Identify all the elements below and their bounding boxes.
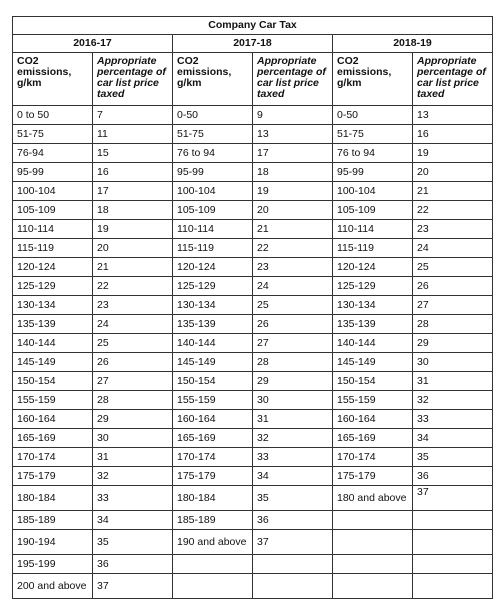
column-header-percentage: Appropriate percentage of car list price taxed xyxy=(93,53,173,106)
co2-band-2018-19: 165-169 xyxy=(333,429,413,448)
year-2018-19: 2018-19 xyxy=(333,35,493,53)
co2-band-2016-17: 190-194 xyxy=(13,530,93,555)
rate-2018-19: 20 xyxy=(413,163,493,182)
co2-band-2016-17: 195-199 xyxy=(13,555,93,574)
rate-2018-19: 25 xyxy=(413,258,493,277)
co2-band-2017-18: 175-179 xyxy=(173,467,253,486)
rate-2017-18: 24 xyxy=(253,277,333,296)
rate-2017-18: 27 xyxy=(253,334,333,353)
co2-band-2018-19: 120-124 xyxy=(333,258,413,277)
rate-2018-19: 37 xyxy=(413,486,493,511)
rate-2018-19: 16 xyxy=(413,125,493,144)
co2-band-2017-18: 155-159 xyxy=(173,391,253,410)
rate-2017-18: 30 xyxy=(253,391,333,410)
rate-2017-18: 17 xyxy=(253,144,333,163)
rate-2017-18: 20 xyxy=(253,201,333,220)
rate-2018-19: 19 xyxy=(413,144,493,163)
co2-band-2018-19: 155-159 xyxy=(333,391,413,410)
co2-band-2018-19: 100-104 xyxy=(333,182,413,201)
rate-2018-19: 22 xyxy=(413,201,493,220)
rate-2017-18: 36 xyxy=(253,511,333,530)
table-title: Company Car Tax xyxy=(13,17,493,35)
co2-band-2017-18: 115-119 xyxy=(173,239,253,258)
rate-2017-18: 13 xyxy=(253,125,333,144)
co2-band-2017-18 xyxy=(173,574,253,599)
rate-2016-17: 31 xyxy=(93,448,173,467)
co2-band-2017-18: 140-144 xyxy=(173,334,253,353)
rate-2017-18 xyxy=(253,574,333,599)
co2-band-2016-17: 140-144 xyxy=(13,334,93,353)
rate-2017-18: 21 xyxy=(253,220,333,239)
co2-band-2017-18: 0-50 xyxy=(173,106,253,125)
column-header-co2: CO2 emissions, g/km xyxy=(333,53,413,106)
rate-2018-19: 35 xyxy=(413,448,493,467)
company-car-tax-document xyxy=(12,16,488,599)
co2-band-2016-17: 185-189 xyxy=(13,511,93,530)
co2-band-2016-17: 160-164 xyxy=(13,410,93,429)
rate-2018-19: 21 xyxy=(413,182,493,201)
rate-2018-19: 24 xyxy=(413,239,493,258)
rate-2016-17: 30 xyxy=(93,429,173,448)
co2-band-2018-19: 95-99 xyxy=(333,163,413,182)
co2-band-2017-18: 125-129 xyxy=(173,277,253,296)
rate-2016-17: 37 xyxy=(93,574,173,599)
rate-2018-19: 30 xyxy=(413,353,493,372)
co2-band-2018-19 xyxy=(333,530,413,555)
rate-2016-17: 23 xyxy=(93,296,173,315)
rate-2017-18: 29 xyxy=(253,372,333,391)
co2-band-2018-19: 145-149 xyxy=(333,353,413,372)
rate-2018-19: 33 xyxy=(413,410,493,429)
rate-2017-18: 18 xyxy=(253,163,333,182)
co2-band-2017-18: 100-104 xyxy=(173,182,253,201)
co2-band-2016-17: 175-179 xyxy=(13,467,93,486)
co2-band-2018-19: 170-174 xyxy=(333,448,413,467)
rate-2017-18: 9 xyxy=(253,106,333,125)
co2-band-2018-19: 110-114 xyxy=(333,220,413,239)
rate-2018-19: 29 xyxy=(413,334,493,353)
rate-2018-19: 36 xyxy=(413,467,493,486)
co2-band-2017-18: 110-114 xyxy=(173,220,253,239)
rate-2018-19: 23 xyxy=(413,220,493,239)
co2-band-2018-19 xyxy=(333,555,413,574)
co2-band-2017-18: 185-189 xyxy=(173,511,253,530)
co2-band-2016-17: 0 to 50 xyxy=(13,106,93,125)
co2-band-2016-17: 76-94 xyxy=(13,144,93,163)
rate-2017-18: 28 xyxy=(253,353,333,372)
rate-2018-19: 26 xyxy=(413,277,493,296)
rate-2017-18 xyxy=(253,555,333,574)
rate-2017-18: 31 xyxy=(253,410,333,429)
rate-2016-17: 24 xyxy=(93,315,173,334)
co2-band-2018-19: 130-134 xyxy=(333,296,413,315)
rate-2017-18: 23 xyxy=(253,258,333,277)
rate-2016-17: 26 xyxy=(93,353,173,372)
rate-2016-17: 33 xyxy=(93,486,173,511)
rate-2018-19 xyxy=(413,555,493,574)
co2-band-2018-19: 150-154 xyxy=(333,372,413,391)
co2-band-2016-17: 165-169 xyxy=(13,429,93,448)
co2-band-2018-19: 76 to 94 xyxy=(333,144,413,163)
co2-band-2016-17: 100-104 xyxy=(13,182,93,201)
rate-2017-18: 37 xyxy=(253,530,333,555)
rate-2018-19 xyxy=(413,574,493,599)
co2-band-2016-17: 155-159 xyxy=(13,391,93,410)
rate-2018-19: 28 xyxy=(413,315,493,334)
co2-band-2018-19: 0-50 xyxy=(333,106,413,125)
co2-band-2016-17: 115-119 xyxy=(13,239,93,258)
co2-band-2018-19: 180 and above xyxy=(333,486,413,511)
co2-band-2016-17: 170-174 xyxy=(13,448,93,467)
column-header-percentage: Appropriate percentage of car list price taxed xyxy=(253,53,333,106)
co2-band-2017-18: 51-75 xyxy=(173,125,253,144)
co2-band-2017-18: 190 and above xyxy=(173,530,253,555)
column-header-co2: CO2 emissions, g/km xyxy=(173,53,253,106)
rate-2017-18: 35 xyxy=(253,486,333,511)
co2-band-2016-17: 130-134 xyxy=(13,296,93,315)
co2-band-2016-17: 150-154 xyxy=(13,372,93,391)
co2-band-2016-17: 51-75 xyxy=(13,125,93,144)
rate-2016-17: 28 xyxy=(93,391,173,410)
co2-band-2016-17: 180-184 xyxy=(13,486,93,511)
rate-2016-17: 32 xyxy=(93,467,173,486)
rate-2017-18: 34 xyxy=(253,467,333,486)
co2-band-2018-19: 160-164 xyxy=(333,410,413,429)
year-2017-18: 2017-18 xyxy=(173,35,333,53)
rate-2017-18: 25 xyxy=(253,296,333,315)
rate-2016-17: 17 xyxy=(93,182,173,201)
co2-band-2017-18 xyxy=(173,555,253,574)
co2-band-2017-18: 135-139 xyxy=(173,315,253,334)
rate-2016-17: 29 xyxy=(93,410,173,429)
co2-band-2017-18: 105-109 xyxy=(173,201,253,220)
co2-band-2018-19: 135-139 xyxy=(333,315,413,334)
column-header-co2: CO2 emissions, g/km xyxy=(13,53,93,106)
co2-band-2018-19: 115-119 xyxy=(333,239,413,258)
rate-2017-18: 33 xyxy=(253,448,333,467)
rate-2018-19: 27 xyxy=(413,296,493,315)
rate-2016-17: 34 xyxy=(93,511,173,530)
co2-band-2016-17: 200 and above xyxy=(13,574,93,599)
co2-band-2017-18: 95-99 xyxy=(173,163,253,182)
co2-band-2017-18: 145-149 xyxy=(173,353,253,372)
rate-2016-17: 20 xyxy=(93,239,173,258)
co2-band-2018-19: 105-109 xyxy=(333,201,413,220)
rate-2017-18: 32 xyxy=(253,429,333,448)
column-header-percentage: Appropriate percentage of car list price taxed xyxy=(413,53,493,106)
co2-band-2017-18: 160-164 xyxy=(173,410,253,429)
co2-band-2017-18: 76 to 94 xyxy=(173,144,253,163)
rate-2016-17: 21 xyxy=(93,258,173,277)
co2-band-2018-19 xyxy=(333,574,413,599)
co2-band-2017-18: 130-134 xyxy=(173,296,253,315)
co2-band-2016-17: 125-129 xyxy=(13,277,93,296)
co2-band-2017-18: 170-174 xyxy=(173,448,253,467)
rate-2018-19: 32 xyxy=(413,391,493,410)
co2-band-2016-17: 135-139 xyxy=(13,315,93,334)
rate-2016-17: 19 xyxy=(93,220,173,239)
co2-band-2017-18: 120-124 xyxy=(173,258,253,277)
co2-band-2016-17: 120-124 xyxy=(13,258,93,277)
rate-2016-17: 27 xyxy=(93,372,173,391)
co2-band-2018-19 xyxy=(333,511,413,530)
rate-2018-19 xyxy=(413,511,493,530)
table-body xyxy=(13,106,493,599)
rate-2016-17: 7 xyxy=(93,106,173,125)
rate-2018-19 xyxy=(413,530,493,555)
rate-2016-17: 15 xyxy=(93,144,173,163)
rate-2016-17: 25 xyxy=(93,334,173,353)
rate-2016-17: 35 xyxy=(93,530,173,555)
year-2016-17: 2016-17 xyxy=(13,35,173,53)
rate-2016-17: 16 xyxy=(93,163,173,182)
rate-2018-19: 34 xyxy=(413,429,493,448)
rate-2016-17: 36 xyxy=(93,555,173,574)
co2-band-2017-18: 165-169 xyxy=(173,429,253,448)
co2-band-2017-18: 150-154 xyxy=(173,372,253,391)
rate-2016-17: 11 xyxy=(93,125,173,144)
co2-band-2018-19: 125-129 xyxy=(333,277,413,296)
co2-band-2016-17: 105-109 xyxy=(13,201,93,220)
co2-band-2018-19: 175-179 xyxy=(333,467,413,486)
rate-2017-18: 19 xyxy=(253,182,333,201)
rate-2017-18: 22 xyxy=(253,239,333,258)
rate-2016-17: 18 xyxy=(93,201,173,220)
co2-band-2018-19: 51-75 xyxy=(333,125,413,144)
co2-band-2016-17: 145-149 xyxy=(13,353,93,372)
co2-band-2016-17: 110-114 xyxy=(13,220,93,239)
co2-band-2016-17: 95-99 xyxy=(13,163,93,182)
rate-2016-17: 22 xyxy=(93,277,173,296)
rate-2018-19: 31 xyxy=(413,372,493,391)
company-car-tax-table xyxy=(12,16,493,599)
co2-band-2017-18: 180-184 xyxy=(173,486,253,511)
rate-2017-18: 26 xyxy=(253,315,333,334)
co2-band-2018-19: 140-144 xyxy=(333,334,413,353)
rate-2018-19: 13 xyxy=(413,106,493,125)
